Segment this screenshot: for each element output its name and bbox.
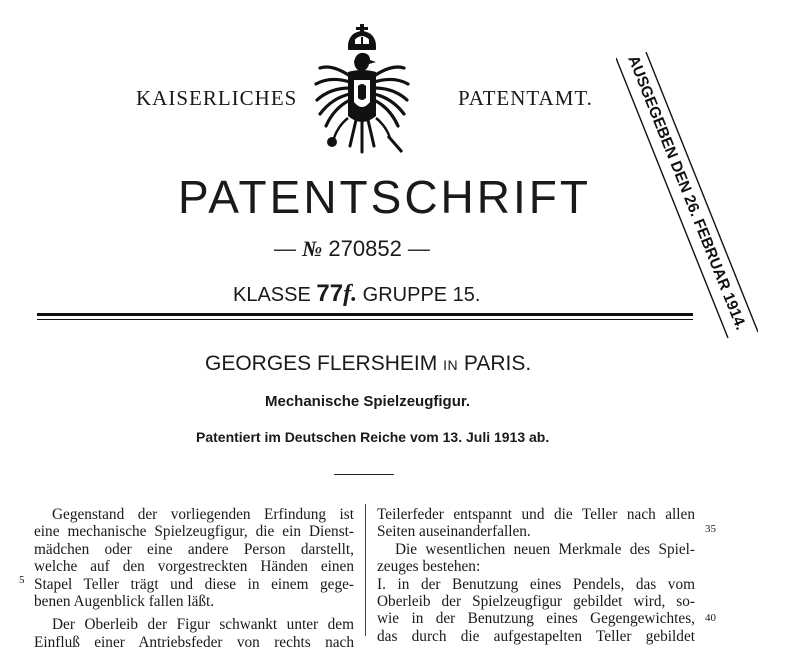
gruppe: GRUPPE 15. — [362, 284, 481, 306]
text-line: zeuges bestehen: — [377, 558, 481, 576]
inventor-city: PARIS. — [463, 352, 532, 375]
klasse-value: 77 — [316, 280, 344, 307]
patent-number: 270852 — [328, 236, 402, 261]
text-line: das durch die aufgestapelten Teller gebildet — [377, 627, 695, 645]
text-line: Die wesentlichen neuen Merkmale des Spiel- — [395, 540, 695, 558]
header-rule-thin — [37, 319, 693, 320]
invention-subject: Mechanische Spielzeugfigur. — [265, 393, 471, 410]
imperial-eagle-icon — [312, 24, 412, 166]
text-line: Gegenstand der vorliegenden Erfindung ist — [52, 506, 354, 523]
text-column-right — [377, 506, 695, 645]
inventor-name: GEORGES FLERSHEIM — [205, 352, 438, 375]
classification-line — [233, 280, 480, 308]
klasse-letter: f. — [343, 281, 358, 307]
text-line: Teilerfeder entspannt und die Teller nach allen — [377, 506, 695, 523]
text-line: Stapel Teller trägt und diese in einem gege- — [34, 575, 354, 593]
patent-number-line — [274, 236, 430, 262]
text-line: welche auf den vorgestreckten Händen einen — [34, 558, 354, 576]
patented-since: Patentiert im Deutschen Reiche vom 13. Juli 1913 ab. — [196, 429, 550, 445]
dash-left: — — [274, 236, 303, 261]
column-divider — [365, 504, 366, 636]
text-column-left — [34, 506, 354, 651]
klasse-label: KLASSE — [233, 284, 311, 306]
text-line: I. in der Benutzung eines Pendels, das vom — [377, 575, 695, 593]
line-number-5: 5 — [19, 574, 25, 586]
text-line: wie in der Benutzung eines Gegengewichtes, — [377, 610, 695, 628]
text-line: eine mechanische Spielzeugfigur, die ein Dienst- — [34, 523, 354, 541]
text-line: Der Oberleib der Figur schwankt unter dem — [52, 616, 354, 634]
text-line: Oberleib der Spielzeugfigur gebildet wird, so- — [377, 593, 695, 611]
dash-right: — — [401, 236, 430, 261]
inventor-line — [205, 352, 531, 376]
text-line: mädchen oder eine andere Person darstellt, — [34, 540, 354, 558]
text-line: Seiten auseinanderfallen. — [377, 523, 531, 541]
header-rule-thick — [37, 313, 693, 316]
number-symbol: № — [302, 236, 323, 261]
issue-date-text: AUSGEGEBEN DEN 26. FEBRUAR 1914. — [624, 53, 751, 335]
line-number-40: 40 — [705, 612, 716, 624]
text-line: Einfluß einer Antriebsfeder von rechts nach — [34, 633, 354, 651]
line-number-35: 35 — [705, 523, 716, 535]
office-name-left: KAISERLICHES — [136, 86, 298, 110]
inventor-connector: IN — [443, 357, 459, 373]
document-title: PATENTSCHRIFT — [178, 171, 591, 223]
office-name-right: PATENTAMT. — [458, 86, 593, 110]
section-rule — [334, 474, 394, 475]
issue-date-stamp — [616, 52, 758, 342]
text-line: benen Augenblick fallen läßt. — [34, 593, 215, 611]
